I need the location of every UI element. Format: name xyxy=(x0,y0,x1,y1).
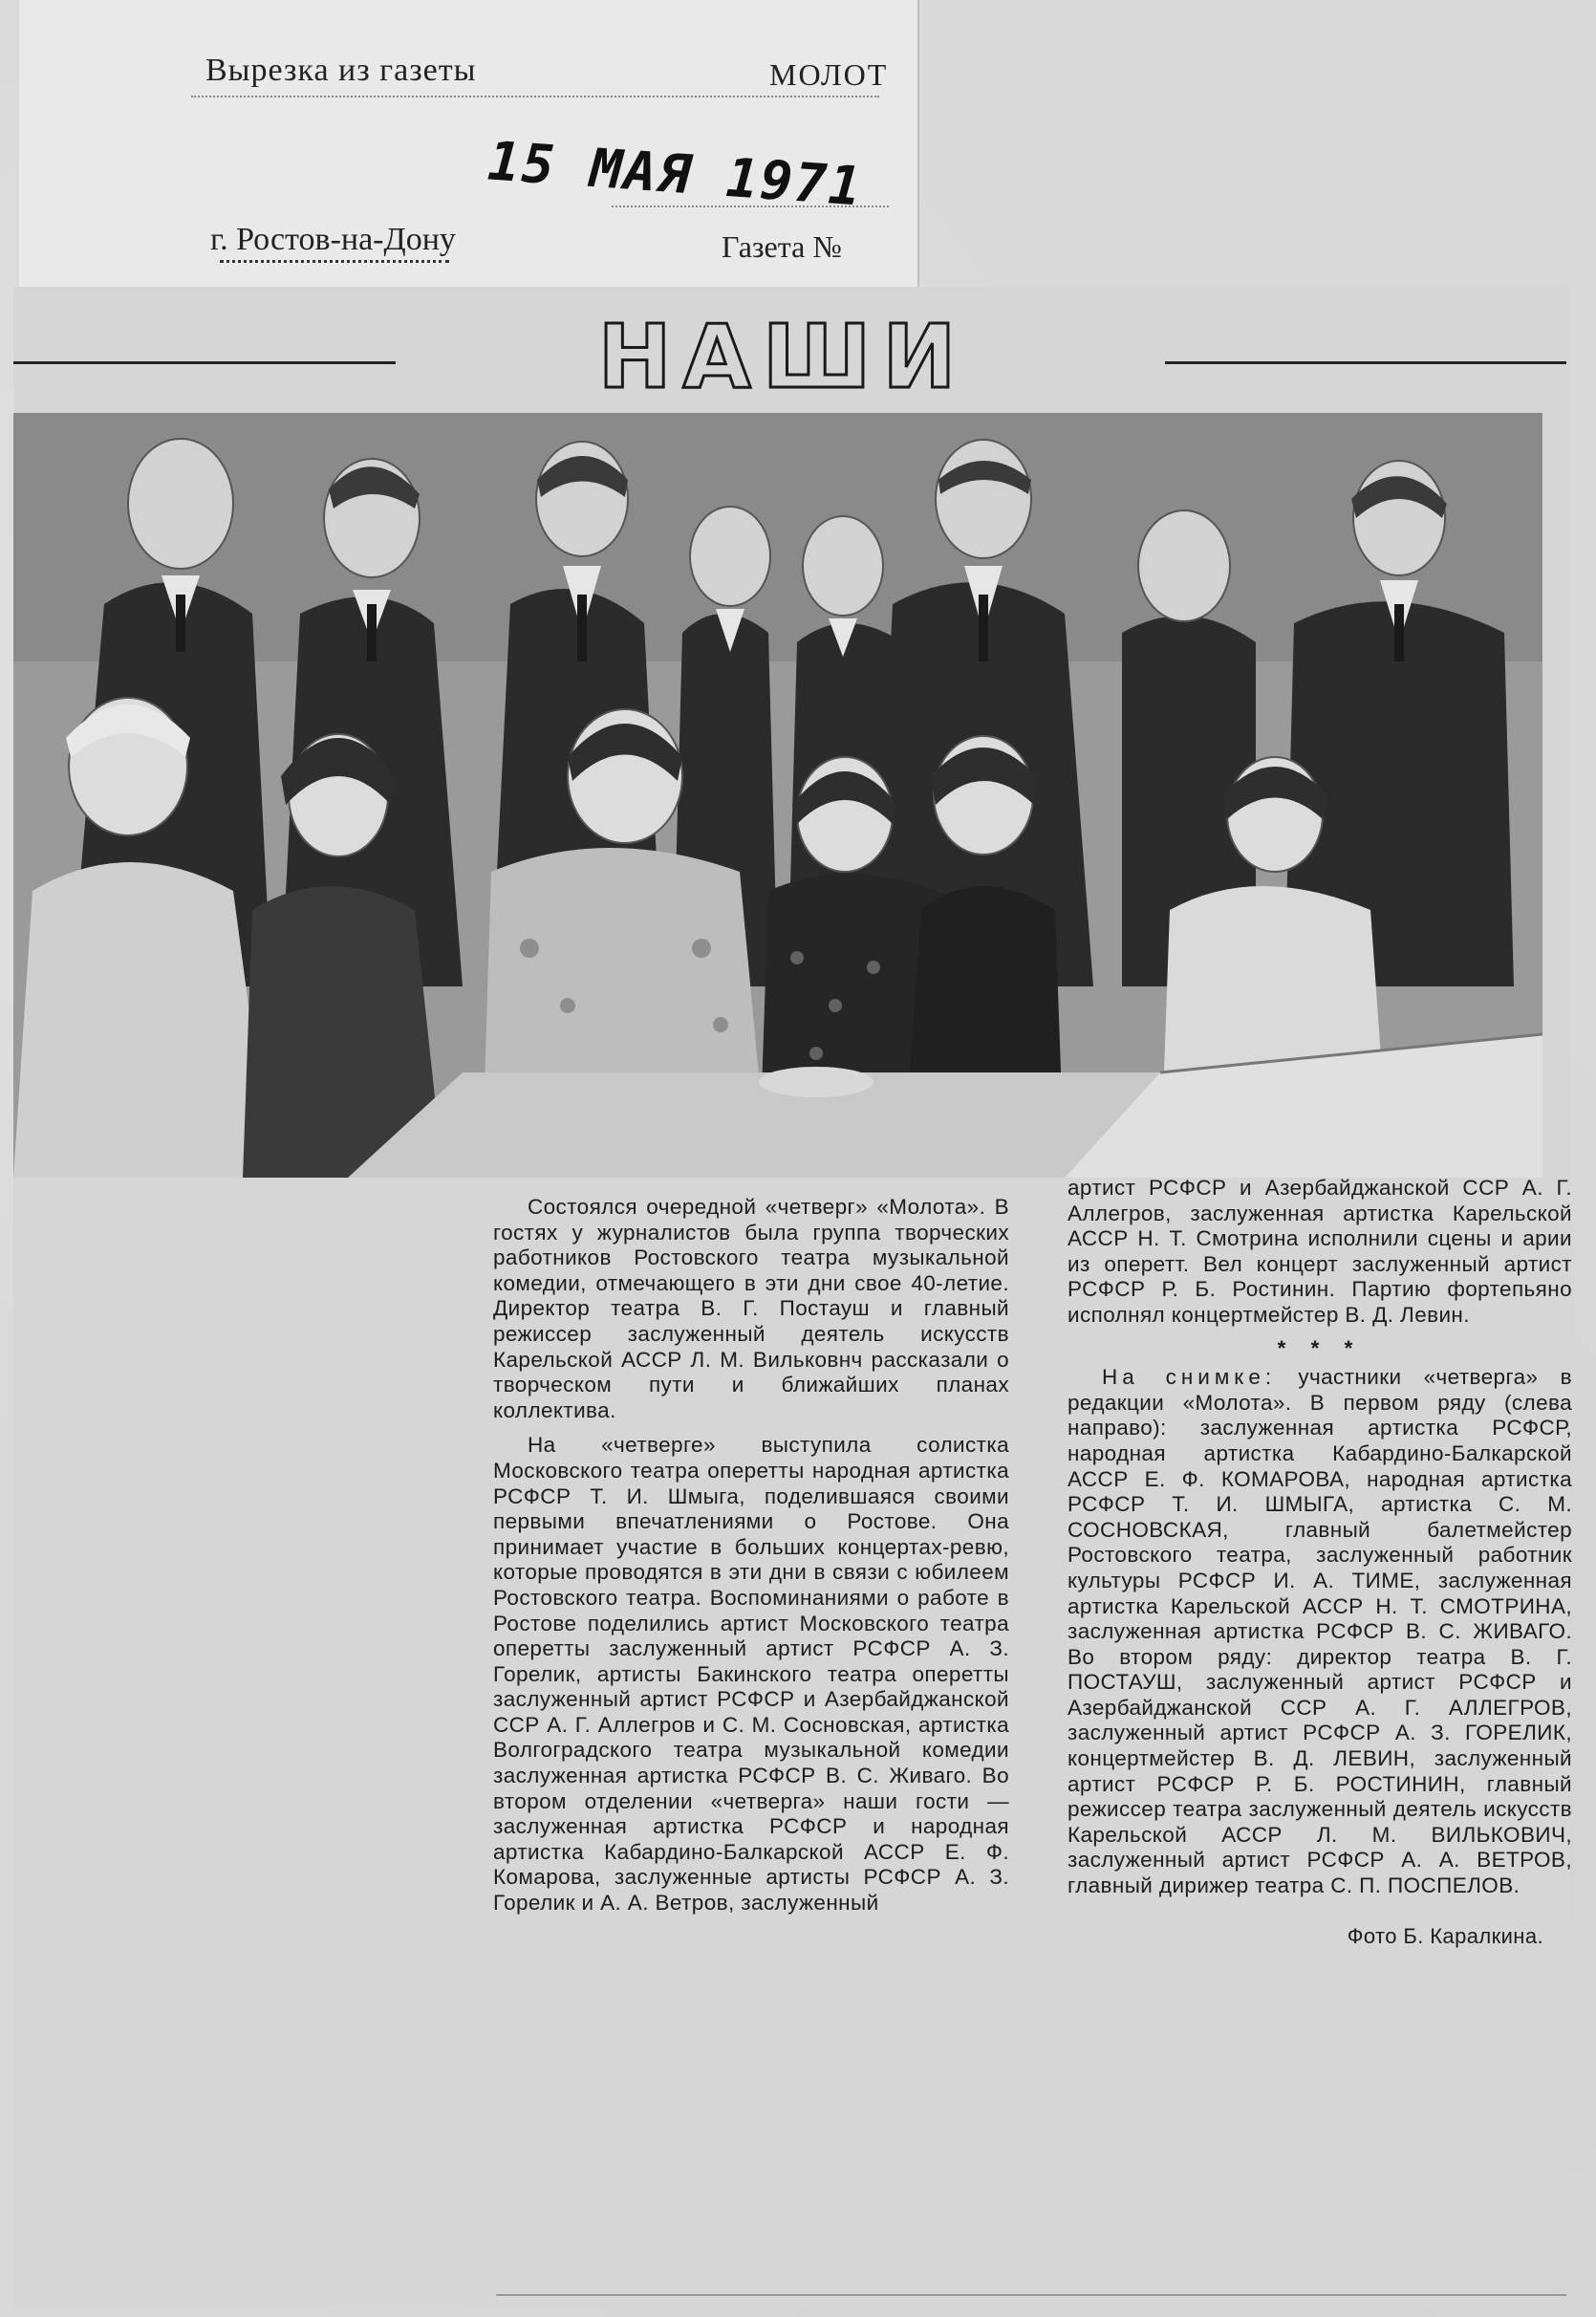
date-stamp: 15 МАЯ 1971 xyxy=(485,130,865,219)
newspaper-name: МОЛОТ xyxy=(769,57,889,92)
article-paragraph: Состоялся очередной «четверг» «Молота». В гостях у журналистов была группа творческих работников Ростовского театра музыкальной комедии, отмечающего в эти дни свое 40-летие. Директор театра В. Г. Постауш и главный режиссер заслуженный деятель искусств Карельской АССР Л. М. Вильковнч рассказали о творческом пути и ближайших планах коллектива. xyxy=(493,1195,1009,1422)
article-paragraph: На «четверге» выступила солистка Московского театра оперетты народная артистка РСФСР Т. И. Шмыга, поделившаяся своими первыми впечатлениями о Ростове. Она принимает участие в больших концертах-ревю, которые проводятся в эти дни в связи с юбилеем Ростовского театра. Воспоминаниями о работе в Ростове поделились артист Московского театра оперетты заслуженный артист РСФСР А. З. Горелик, артисты Бакинского театра оперетты заслуженный артист РСФСР и Азербайджанской ССР А. Г. Аллегров и С. М. Сосновская, артистка Волгоградского театра музыкальной комедии заслуженная артистка РСФСР В. С. Живаго. Во втором отделении «четверга» наши гости — заслуженная артистка РСФСР и народная артистка Кабардино-Балкарской АССР Е. Ф. Комарова, заслуженные артисты РСФСР А. З. Горелик и А. А. Ветров, заслуженный xyxy=(493,1433,1009,1916)
newspaper-article xyxy=(13,287,1572,2306)
headline-rule-right xyxy=(1165,361,1566,364)
photo-credit: Фото Б. Каралкина. xyxy=(1347,1923,1543,1948)
issue-number-label: Газета № xyxy=(722,229,842,264)
photo-caption-lead: На снимке: xyxy=(1102,1365,1277,1390)
article-paragraph-continuation: артист РСФСР и Азербайджанской ССР А. Г. Аллегров, заслуженная артистка Карельской АССР Н. Т. Смотрина исполнили сцены и арии из оперетт. Вел концерт заслуженный артист РСФСР Р. Б. Ростинин. Партию фортепьяно исполнял концертмейстер В. Д. Левин. xyxy=(1068,1176,1572,1327)
article-column-right xyxy=(1068,1176,1572,1949)
clipping-source-label: Вырезка из газеты xyxy=(205,53,477,88)
article-column-left xyxy=(493,1195,1009,1916)
photo-caption xyxy=(1068,1365,1572,1898)
article-headline: НАШИ xyxy=(597,306,968,408)
photo-caption-text: участники «четверга» в редакции «Молота». В первом ряду (слева направо): заслуженная артистка РСФСР, народная артистка Кабардино-Балкарской АССР Е. Ф. КОМАРОВА, народная артистка РСФСР Т. И. ШМЫГА, артистка С. М. СОСНОВСКАЯ, главный балетмейстер Ростовского театра, заслуженный работник культуры РСФСР И. А. ТИМЕ, заслуженная артистка Карельской АССР Н. Т. СМОТРИНА, заслуженная артистка РСФСР В. С. ЖИВАГО. Во втором ряду: директор театра В. Г. ПОСТАУШ, заслуженный артист РСФСР и Азербайджанской ССР А. Г. АЛЛЕГРОВ, заслуженный артист РСФСР А. З. ГОРЕЛИК, концертмейстер В. Д. ЛЕВИН, заслуженный артист РСФСР Р. Б. РОСТИНИН, главный режиссер театра заслуженный деятель искусств Карельской АССР Л. М. ВИЛЬКОВИЧ, заслуженный артист РСФСР А. А. ВЕТРОВ, главный дирижер театра С. П. ПОСПЕЛОВ. xyxy=(1068,1365,1572,1898)
headline-rule-left xyxy=(13,361,396,364)
dotted-underline xyxy=(220,260,449,263)
clipping-label-card xyxy=(19,0,919,289)
group-photo xyxy=(13,413,1542,1178)
section-separator: * * * xyxy=(1277,1335,1363,1360)
group-photo-illustration xyxy=(13,413,1542,1178)
city-label: г. Ростов-на-Дону xyxy=(210,222,456,257)
bottom-rule xyxy=(496,2294,1566,2296)
dotted-rule xyxy=(191,96,879,97)
